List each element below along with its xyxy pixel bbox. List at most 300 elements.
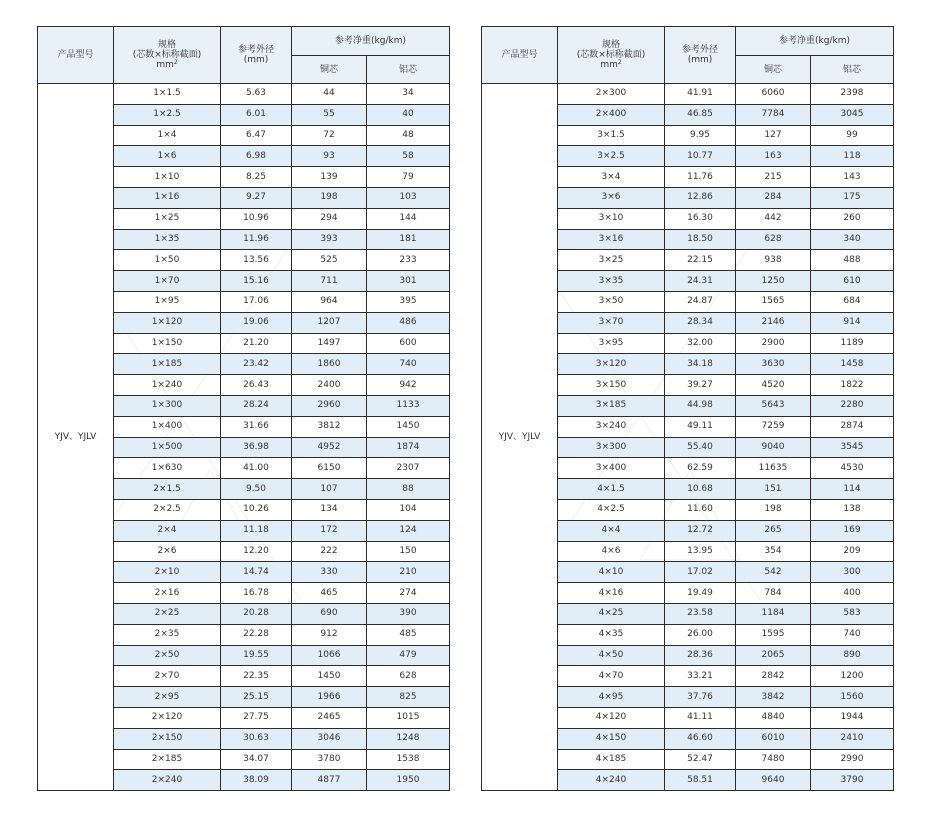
aluminum-weight-cell: 740	[811, 624, 894, 645]
copper-weight-cell: 3812	[292, 416, 367, 437]
diameter-cell: 22.28	[221, 624, 292, 645]
spec-cell: 1×1.5	[114, 84, 221, 105]
table-row	[38, 84, 450, 105]
aluminum-weight-cell: 79	[367, 167, 450, 188]
aluminum-weight-cell: 479	[367, 645, 450, 666]
diameter-cell: 26.00	[665, 624, 736, 645]
spec-cell: 2×240	[114, 770, 221, 791]
copper-weight-cell: 7480	[736, 749, 811, 770]
diameter-cell: 17.06	[221, 291, 292, 312]
spec-cell: 1×630	[114, 458, 221, 479]
header-model: 产品型号	[38, 27, 114, 84]
copper-weight-cell: 2960	[292, 395, 367, 416]
spec-cell: 3×240	[558, 416, 665, 437]
aluminum-weight-cell: 1950	[367, 770, 450, 791]
copper-weight-cell: 9640	[736, 770, 811, 791]
copper-weight-cell: 912	[292, 624, 367, 645]
aluminum-weight-cell: 88	[367, 479, 450, 500]
copper-weight-cell: 3630	[736, 354, 811, 375]
diameter-cell: 13.95	[665, 541, 736, 562]
header-spec-unit-wrap	[114, 60, 220, 70]
spec-cell: 3×2.5	[558, 146, 665, 167]
diameter-cell: 55.40	[665, 437, 736, 458]
diameter-cell: 52.47	[665, 749, 736, 770]
spec-cell: 1×185	[114, 354, 221, 375]
diameter-cell: 19.49	[665, 583, 736, 604]
aluminum-weight-cell: 340	[811, 229, 894, 250]
spec-cell: 2×4	[114, 520, 221, 541]
aluminum-weight-cell: 3545	[811, 437, 894, 458]
spec-cell: 1×120	[114, 312, 221, 333]
copper-weight-cell: 2065	[736, 645, 811, 666]
diameter-cell: 46.60	[665, 728, 736, 749]
aluminum-weight-cell: 486	[367, 312, 450, 333]
copper-weight-cell: 9040	[736, 437, 811, 458]
spec-cell: 1×70	[114, 271, 221, 292]
diameter-cell: 10.26	[221, 499, 292, 520]
spec-cell: 4×50	[558, 645, 665, 666]
copper-weight-cell: 4520	[736, 375, 811, 396]
diameter-cell: 8.25	[221, 167, 292, 188]
aluminum-weight-cell: 114	[811, 479, 894, 500]
spec-cell: 2×70	[114, 666, 221, 687]
aluminum-weight-cell: 942	[367, 375, 450, 396]
table-body-right	[482, 84, 894, 791]
diameter-cell: 11.18	[221, 520, 292, 541]
aluminum-weight-cell: 400	[811, 583, 894, 604]
header-diameter-line2: (mm)	[243, 55, 269, 65]
copper-weight-cell: 711	[292, 271, 367, 292]
diameter-cell: 6.01	[221, 104, 292, 125]
diameter-cell: 10.68	[665, 479, 736, 500]
diameter-cell: 22.35	[221, 666, 292, 687]
copper-weight-cell: 330	[292, 562, 367, 583]
aluminum-weight-cell: 600	[367, 333, 450, 354]
diameter-cell: 30.63	[221, 728, 292, 749]
aluminum-weight-cell: 118	[811, 146, 894, 167]
aluminum-weight-cell: 1944	[811, 707, 894, 728]
aluminum-weight-cell: 104	[367, 499, 450, 520]
spec-cell: 1×95	[114, 291, 221, 312]
header-spec-sup: 2	[617, 59, 622, 66]
header-spec-line1: 规格	[601, 40, 620, 50]
copper-weight-cell: 1250	[736, 271, 811, 292]
spec-cell: 3×16	[558, 229, 665, 250]
spec-cell: 3×95	[558, 333, 665, 354]
spec-cell: 1×35	[114, 229, 221, 250]
header-diameter	[221, 27, 292, 84]
copper-weight-cell: 163	[736, 146, 811, 167]
spec-cell: 3×70	[558, 312, 665, 333]
aluminum-weight-cell: 1189	[811, 333, 894, 354]
spec-cell: 3×35	[558, 271, 665, 292]
spec-cell: 3×4	[558, 167, 665, 188]
aluminum-weight-cell: 4530	[811, 458, 894, 479]
diameter-cell: 11.96	[221, 229, 292, 250]
copper-weight-cell: 72	[292, 125, 367, 146]
copper-weight-cell: 5643	[736, 395, 811, 416]
spec-cell: 1×2.5	[114, 104, 221, 125]
copper-weight-cell: 1966	[292, 687, 367, 708]
spec-cell: 4×150	[558, 728, 665, 749]
copper-weight-cell: 127	[736, 125, 811, 146]
diameter-cell: 34.18	[665, 354, 736, 375]
diameter-cell: 41.00	[221, 458, 292, 479]
diameter-cell: 12.20	[221, 541, 292, 562]
copper-weight-cell: 284	[736, 187, 811, 208]
spec-cell: 4×95	[558, 687, 665, 708]
diameter-cell: 18.50	[665, 229, 736, 250]
diameter-cell: 16.30	[665, 208, 736, 229]
table-body-left	[38, 84, 450, 791]
copper-weight-cell: 3046	[292, 728, 367, 749]
spec-cell: 3×150	[558, 375, 665, 396]
copper-weight-cell: 294	[292, 208, 367, 229]
diameter-cell: 9.27	[221, 187, 292, 208]
diameter-cell: 58.51	[665, 770, 736, 791]
spec-cell: 2×400	[558, 104, 665, 125]
spec-cell: 3×400	[558, 458, 665, 479]
diameter-cell: 19.55	[221, 645, 292, 666]
aluminum-weight-cell: 628	[367, 666, 450, 687]
aluminum-weight-cell: 150	[367, 541, 450, 562]
copper-weight-cell: 3842	[736, 687, 811, 708]
copper-weight-cell: 55	[292, 104, 367, 125]
aluminum-weight-cell: 144	[367, 208, 450, 229]
spec-cell: 4×4	[558, 520, 665, 541]
copper-weight-cell: 3780	[292, 749, 367, 770]
spec-cell: 2×120	[114, 707, 221, 728]
diameter-cell: 6.98	[221, 146, 292, 167]
diameter-cell: 46.85	[665, 104, 736, 125]
copper-weight-cell: 1565	[736, 291, 811, 312]
spec-cell: 2×10	[114, 562, 221, 583]
diameter-cell: 23.58	[665, 603, 736, 624]
diameter-cell: 23.42	[221, 354, 292, 375]
aluminum-weight-cell: 2280	[811, 395, 894, 416]
header-aluminum: 铝芯	[367, 56, 450, 84]
diameter-cell: 10.77	[665, 146, 736, 167]
diameter-cell: 34.07	[221, 749, 292, 770]
aluminum-weight-cell: 34	[367, 84, 450, 105]
aluminum-weight-cell: 138	[811, 499, 894, 520]
diameter-cell: 28.34	[665, 312, 736, 333]
diameter-cell: 33.21	[665, 666, 736, 687]
spec-cell: 1×500	[114, 437, 221, 458]
aluminum-weight-cell: 825	[367, 687, 450, 708]
aluminum-weight-cell: 1822	[811, 375, 894, 396]
diameter-cell: 13.56	[221, 250, 292, 271]
copper-weight-cell: 1450	[292, 666, 367, 687]
header-spec-sup: 2	[173, 59, 178, 66]
aluminum-weight-cell: 1874	[367, 437, 450, 458]
aluminum-weight-cell: 914	[811, 312, 894, 333]
diameter-cell: 9.50	[221, 479, 292, 500]
aluminum-weight-cell: 1458	[811, 354, 894, 375]
spec-cell: 2×95	[114, 687, 221, 708]
diameter-cell: 25.15	[221, 687, 292, 708]
copper-weight-cell: 690	[292, 603, 367, 624]
aluminum-weight-cell: 181	[367, 229, 450, 250]
aluminum-weight-cell: 103	[367, 187, 450, 208]
spec-cell: 2×50	[114, 645, 221, 666]
aluminum-weight-cell: 300	[811, 562, 894, 583]
aluminum-weight-cell: 260	[811, 208, 894, 229]
spec-cell: 1×16	[114, 187, 221, 208]
copper-weight-cell: 2400	[292, 375, 367, 396]
spec-cell: 2×185	[114, 749, 221, 770]
aluminum-weight-cell: 1200	[811, 666, 894, 687]
copper-weight-cell: 93	[292, 146, 367, 167]
aluminum-weight-cell: 3045	[811, 104, 894, 125]
spec-cell: 4×6	[558, 541, 665, 562]
copper-weight-cell: 215	[736, 167, 811, 188]
header-diameter-line1: 参考外径	[237, 45, 274, 55]
spec-cell: 3×300	[558, 437, 665, 458]
diameter-cell: 19.06	[221, 312, 292, 333]
header-spec	[114, 27, 221, 84]
copper-weight-cell: 6060	[736, 84, 811, 105]
spec-cell: 3×50	[558, 291, 665, 312]
diameter-cell: 9.95	[665, 125, 736, 146]
diameter-cell: 11.76	[665, 167, 736, 188]
diameter-cell: 36.98	[221, 437, 292, 458]
model-cell: YJV、YJLV	[482, 84, 558, 791]
diameter-cell: 12.72	[665, 520, 736, 541]
aluminum-weight-cell: 48	[367, 125, 450, 146]
aluminum-weight-cell: 1560	[811, 687, 894, 708]
spec-cell: 3×25	[558, 250, 665, 271]
spec-cell: 1×25	[114, 208, 221, 229]
aluminum-weight-cell: 40	[367, 104, 450, 125]
spec-cell: 2×16	[114, 583, 221, 604]
aluminum-weight-cell: 58	[367, 146, 450, 167]
spec-cell: 2×2.5	[114, 499, 221, 520]
spec-cell: 2×300	[558, 84, 665, 105]
spec-cell: 4×2.5	[558, 499, 665, 520]
spec-cell: 4×185	[558, 749, 665, 770]
copper-weight-cell: 44	[292, 84, 367, 105]
copper-weight-cell: 784	[736, 583, 811, 604]
aluminum-weight-cell: 390	[367, 603, 450, 624]
aluminum-weight-cell: 1015	[367, 707, 450, 728]
aluminum-weight-cell: 890	[811, 645, 894, 666]
spec-cell: 3×120	[558, 354, 665, 375]
copper-weight-cell: 134	[292, 499, 367, 520]
copper-weight-cell: 938	[736, 250, 811, 271]
copper-weight-cell: 198	[292, 187, 367, 208]
aluminum-weight-cell: 485	[367, 624, 450, 645]
copper-weight-cell: 7784	[736, 104, 811, 125]
copper-weight-cell: 2900	[736, 333, 811, 354]
spec-cell: 1×150	[114, 333, 221, 354]
diameter-cell: 16.78	[221, 583, 292, 604]
aluminum-weight-cell: 301	[367, 271, 450, 292]
diameter-cell: 28.36	[665, 645, 736, 666]
aluminum-weight-cell: 684	[811, 291, 894, 312]
diameter-cell: 49.11	[665, 416, 736, 437]
aluminum-weight-cell: 583	[811, 603, 894, 624]
spec-cell: 4×35	[558, 624, 665, 645]
aluminum-weight-cell: 740	[367, 354, 450, 375]
spec-cell: 4×70	[558, 666, 665, 687]
copper-weight-cell: 1207	[292, 312, 367, 333]
copper-weight-cell: 465	[292, 583, 367, 604]
aluminum-weight-cell: 488	[811, 250, 894, 271]
aluminum-weight-cell: 274	[367, 583, 450, 604]
copper-weight-cell: 393	[292, 229, 367, 250]
spec-cell: 1×10	[114, 167, 221, 188]
copper-weight-cell: 139	[292, 167, 367, 188]
diameter-cell: 20.28	[221, 603, 292, 624]
copper-weight-cell: 6010	[736, 728, 811, 749]
header-model: 产品型号	[482, 27, 558, 84]
copper-weight-cell: 107	[292, 479, 367, 500]
header-spec-line2: (芯数×标称截面)	[132, 50, 202, 60]
spec-cell: 3×10	[558, 208, 665, 229]
copper-weight-cell: 442	[736, 208, 811, 229]
header-weight: 参考净重(kg/km)	[292, 27, 450, 56]
copper-weight-cell: 1066	[292, 645, 367, 666]
diameter-cell: 15.16	[221, 271, 292, 292]
diameter-cell: 41.11	[665, 707, 736, 728]
aluminum-weight-cell: 2874	[811, 416, 894, 437]
header-spec-unit-wrap	[558, 60, 664, 70]
aluminum-weight-cell: 395	[367, 291, 450, 312]
diameter-cell: 24.87	[665, 291, 736, 312]
header-spec	[558, 27, 665, 84]
model-cell: YJV、YJLV	[38, 84, 114, 791]
diameter-cell: 14.74	[221, 562, 292, 583]
spec-cell: 2×6	[114, 541, 221, 562]
copper-weight-cell: 4877	[292, 770, 367, 791]
header-diameter-line2: (mm)	[687, 55, 713, 65]
spec-table-left	[37, 26, 450, 791]
copper-weight-cell: 1497	[292, 333, 367, 354]
copper-weight-cell: 151	[736, 479, 811, 500]
diameter-cell: 26.43	[221, 375, 292, 396]
copper-weight-cell: 628	[736, 229, 811, 250]
header-diameter	[665, 27, 736, 84]
diameter-cell: 11.60	[665, 499, 736, 520]
copper-weight-cell: 4840	[736, 707, 811, 728]
spec-cell: 4×240	[558, 770, 665, 791]
spec-cell: 1×6	[114, 146, 221, 167]
diameter-cell: 28.24	[221, 395, 292, 416]
spec-cell: 3×185	[558, 395, 665, 416]
aluminum-weight-cell: 610	[811, 271, 894, 292]
diameter-cell: 6.47	[221, 125, 292, 146]
spec-table-right	[481, 26, 894, 791]
aluminum-weight-cell: 175	[811, 187, 894, 208]
spec-cell: 3×6	[558, 187, 665, 208]
copper-weight-cell: 2842	[736, 666, 811, 687]
diameter-cell: 37.76	[665, 687, 736, 708]
aluminum-weight-cell: 233	[367, 250, 450, 271]
copper-weight-cell: 222	[292, 541, 367, 562]
copper-weight-cell: 7259	[736, 416, 811, 437]
aluminum-weight-cell: 2410	[811, 728, 894, 749]
copper-weight-cell: 542	[736, 562, 811, 583]
copper-weight-cell: 11635	[736, 458, 811, 479]
copper-weight-cell: 1184	[736, 603, 811, 624]
spec-cell: 4×120	[558, 707, 665, 728]
spec-cell: 4×1.5	[558, 479, 665, 500]
header-weight: 参考净重(kg/km)	[736, 27, 894, 56]
aluminum-weight-cell: 124	[367, 520, 450, 541]
diameter-cell: 38.09	[221, 770, 292, 791]
spec-cell: 2×35	[114, 624, 221, 645]
diameter-cell: 62.59	[665, 458, 736, 479]
header-spec-unit: mm	[600, 60, 618, 70]
spec-cell: 1×4	[114, 125, 221, 146]
copper-weight-cell: 198	[736, 499, 811, 520]
aluminum-weight-cell: 2307	[367, 458, 450, 479]
aluminum-weight-cell: 209	[811, 541, 894, 562]
copper-weight-cell: 1595	[736, 624, 811, 645]
spec-cell: 2×1.5	[114, 479, 221, 500]
spec-cell: 4×10	[558, 562, 665, 583]
aluminum-weight-cell: 1538	[367, 749, 450, 770]
aluminum-weight-cell: 210	[367, 562, 450, 583]
copper-weight-cell: 2146	[736, 312, 811, 333]
header-diameter-line1: 参考外径	[681, 45, 718, 55]
header-copper: 铜芯	[736, 56, 811, 84]
copper-weight-cell: 6150	[292, 458, 367, 479]
copper-weight-cell: 265	[736, 520, 811, 541]
header-spec-line2: (芯数×标称截面)	[576, 50, 646, 60]
header-copper: 铜芯	[292, 56, 367, 84]
header-spec-line1: 规格	[157, 40, 176, 50]
diameter-cell: 24.31	[665, 271, 736, 292]
diameter-cell: 22.15	[665, 250, 736, 271]
diameter-cell: 44.98	[665, 395, 736, 416]
diameter-cell: 39.27	[665, 375, 736, 396]
copper-weight-cell: 1860	[292, 354, 367, 375]
copper-weight-cell: 172	[292, 520, 367, 541]
diameter-cell: 5.63	[221, 84, 292, 105]
diameter-cell: 41.91	[665, 84, 736, 105]
spec-cell: 1×300	[114, 395, 221, 416]
table-row	[482, 84, 894, 105]
spec-cell: 1×400	[114, 416, 221, 437]
diameter-cell: 10.96	[221, 208, 292, 229]
spec-cell: 1×50	[114, 250, 221, 271]
spec-cell: 2×150	[114, 728, 221, 749]
aluminum-weight-cell: 1248	[367, 728, 450, 749]
spec-cell: 4×16	[558, 583, 665, 604]
aluminum-weight-cell: 1450	[367, 416, 450, 437]
aluminum-weight-cell: 3790	[811, 770, 894, 791]
copper-weight-cell: 525	[292, 250, 367, 271]
diameter-cell: 27.75	[221, 707, 292, 728]
aluminum-weight-cell: 2990	[811, 749, 894, 770]
copper-weight-cell: 964	[292, 291, 367, 312]
header-spec-unit: mm	[156, 60, 174, 70]
spec-cell: 2×25	[114, 603, 221, 624]
aluminum-weight-cell: 169	[811, 520, 894, 541]
header-aluminum: 铝芯	[811, 56, 894, 84]
copper-weight-cell: 4952	[292, 437, 367, 458]
copper-weight-cell: 354	[736, 541, 811, 562]
copper-weight-cell: 2465	[292, 707, 367, 728]
diameter-cell: 31.66	[221, 416, 292, 437]
diameter-cell: 17.02	[665, 562, 736, 583]
spec-cell: 1×240	[114, 375, 221, 396]
aluminum-weight-cell: 1133	[367, 395, 450, 416]
aluminum-weight-cell: 99	[811, 125, 894, 146]
diameter-cell: 12.86	[665, 187, 736, 208]
